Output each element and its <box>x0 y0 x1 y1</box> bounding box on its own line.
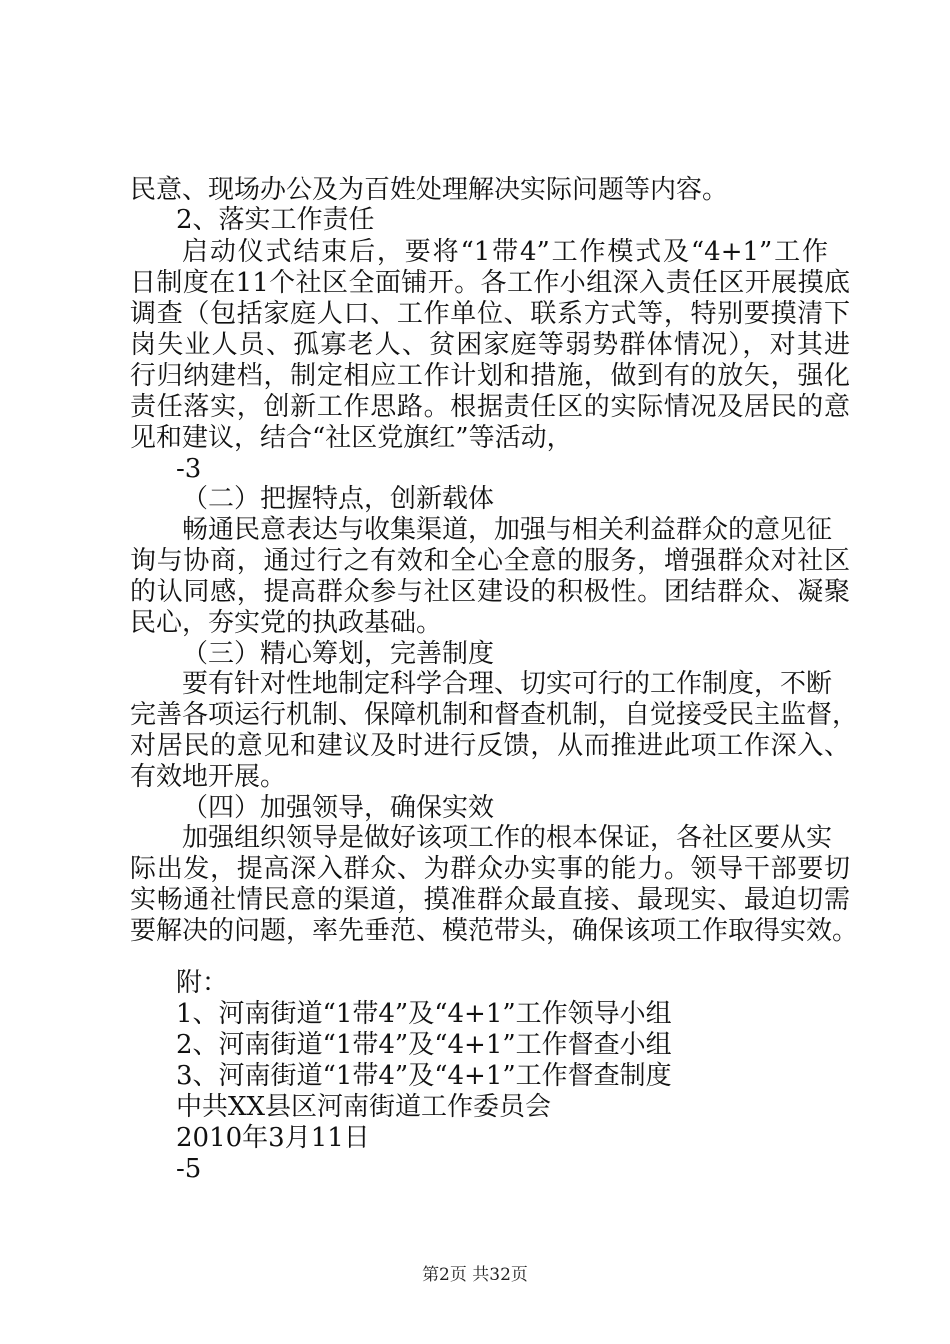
paragraph-line: 加强组织领导是做好该项工作的根本保证，各社区要从实 <box>182 823 833 853</box>
page-marker: -3 <box>176 454 202 484</box>
paragraph-line: 调查（包括家庭人口、工作单位、联系方式等，特别要摸清下 <box>130 299 850 329</box>
paragraph-line: 的认同感，提高群众参与社区建设的积极性。团结群众、凝聚 <box>130 577 850 607</box>
paragraph-line: 要有针对性地制定科学合理、切实可行的工作制度，不断 <box>182 669 833 699</box>
paragraph-line: 民意、现场办公及为百姓处理解决实际问题等内容。 <box>130 175 729 205</box>
page-footer: 第2页 共32页 <box>422 1265 528 1285</box>
section-heading: （三）精心筹划，完善制度 <box>182 639 495 669</box>
paragraph-line: 要解决的问题，率先垂范、模范带头，确保该项工作取得实效。 <box>130 916 859 946</box>
section-heading: （四）加强领导，确保实效 <box>182 793 495 823</box>
attachment-item: 1、河南街道“1带4”及“4+1”工作领导小组 <box>176 999 672 1029</box>
paragraph-line: 畅通民意表达与收集渠道，加强与相关利益群众的意见征 <box>182 515 833 545</box>
paragraph-line: 行归纳建档，制定相应工作计划和措施，做到有的放矢，强化 <box>130 361 850 391</box>
attachment-item: 3、河南街道“1带4”及“4+1”工作督查制度 <box>176 1061 672 1091</box>
paragraph-line: 日制度在11个社区全面铺开。各工作小组深入责任区开展摸底 <box>130 268 850 298</box>
paragraph-line: 询与协商，通过行之有效和全心全意的服务，增强群众对社区 <box>130 546 850 576</box>
signature-org: 中共XX县区河南街道工作委员会 <box>176 1092 552 1122</box>
paragraph-line: 完善各项运行机制、保障机制和督查机制，自觉接受民主监督， <box>130 700 859 730</box>
page-marker: -5 <box>176 1154 202 1184</box>
paragraph-line: 实畅通社情民意的渠道，摸准群众最直接、最现实、最迫切需 <box>130 885 850 915</box>
paragraph-line: 见和建议，结合“社区党旗红”等活动， <box>130 423 573 453</box>
paragraph-line: 岗失业人员、孤寡老人、贫困家庭等弱势群体情况），对其进 <box>130 330 850 360</box>
paragraph-line: 责任落实，创新工作思路。根据责任区的实际情况及居民的意 <box>130 392 850 422</box>
paragraph-line: 际出发，提高深入群众、为群众办实事的能力。领导干部要切 <box>130 854 850 884</box>
attachment-item: 2、河南街道“1带4”及“4+1”工作督查小组 <box>176 1030 672 1060</box>
paragraph-line: 对居民的意见和建议及时进行反馈，从而推进此项工作深入、 <box>130 731 850 761</box>
signature-date: 2010年3月11日 <box>176 1123 370 1153</box>
paragraph-line: 民心，夯实党的执政基础。 <box>130 608 443 638</box>
section-heading: （二）把握特点，创新载体 <box>182 484 495 514</box>
paragraph-line: 启动仪式结束后，要将“1带4”工作模式及“4+1”工作 <box>182 237 828 267</box>
attachment-heading: 附： <box>176 968 229 998</box>
paragraph-line: 有效地开展。 <box>130 762 287 792</box>
section-heading: 2、落实工作责任 <box>176 205 375 235</box>
